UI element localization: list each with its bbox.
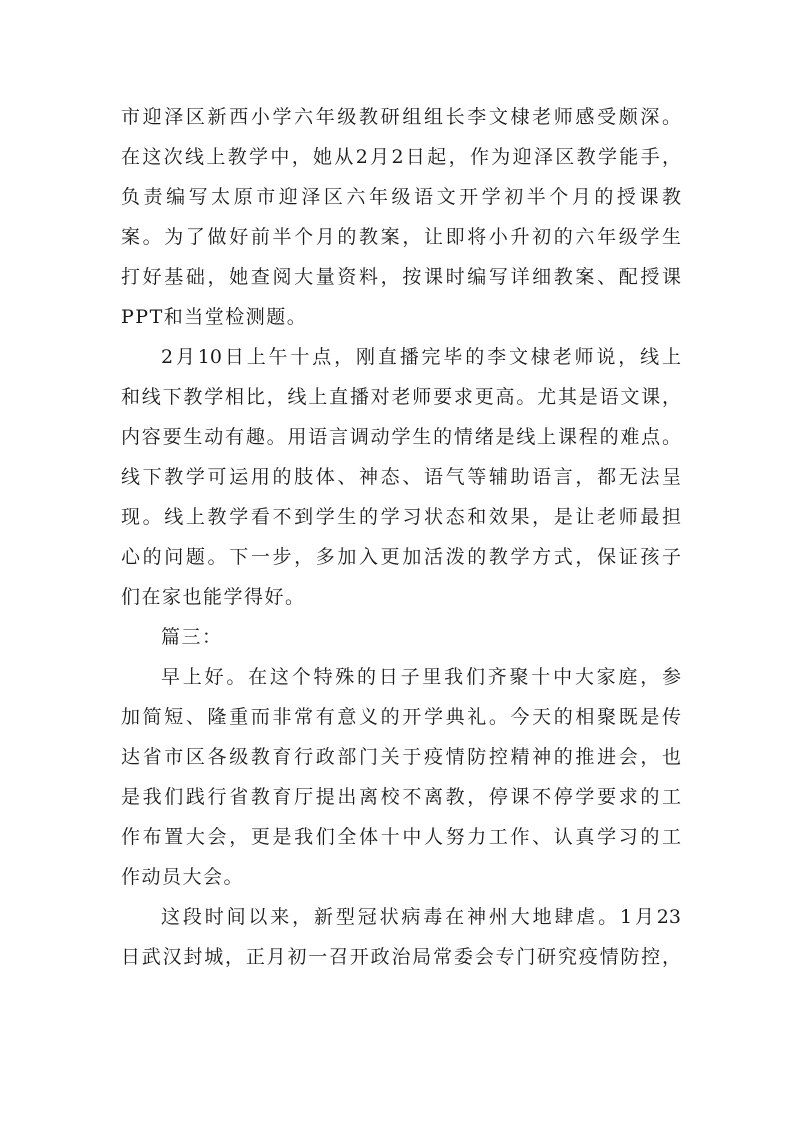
text-line: 现。线上教学看不到学生的学习状态和效果，是让老师最担 (121, 506, 681, 528)
text-line: 内容要生动有趣。用语言调动学生的情绪是线上课程的难点。 (121, 426, 681, 448)
text-line: 案。为了做好前半个月的教案，让即将小升初的六年级学生 (121, 226, 681, 248)
text-line: 日武汉封城，正月初一召开政治局常委会专门研究疫情防控， (121, 946, 681, 968)
text-line: 篇三： (161, 626, 223, 648)
text-line: 加简短、隆重而非常有意义的开学典礼。今天的相聚既是传 (121, 706, 681, 728)
text-line: 早上好。在这个特殊的日子里我们齐聚十中大家庭，参 (161, 666, 681, 688)
text-line: 市迎泽区新西小学六年级教研组组长李文棣老师感受颇深。 (121, 106, 681, 128)
document-body (121, 97, 681, 977)
text-line: 线下教学可运用的肢体、神态、语气等辅助语言，都无法呈 (121, 466, 681, 488)
text-line: 这段时间以来，新型冠状病毒在神州大地肆虐。1月23 (161, 906, 681, 928)
text-line: 达省市区各级教育行政部门关于疫情防控精神的推进会，也 (121, 746, 681, 768)
text-line: 2月10日上午十点，刚直播完毕的李文棣老师说，线上 (161, 346, 681, 368)
text-line: 作动员大会。 (121, 866, 245, 888)
text-line: 心的问题。下一步，多加入更加活泼的教学方式，保证孩子 (121, 546, 681, 568)
text-line: 在这次线上教学中，她从2月2日起，作为迎泽区教学能手， (121, 146, 681, 168)
text-line: 是我们践行省教育厅提出离校不离教，停课不停学要求的工 (121, 786, 681, 808)
text-line: 负责编写太原市迎泽区六年级语文开学初半个月的授课教 (121, 186, 681, 208)
text-line: 们在家也能学得好。 (121, 586, 306, 608)
text-line: 打好基础，她查阅大量资料，按课时编写详细教案、配授课 (121, 266, 681, 288)
text-line: 作布置大会，更是我们全体十中人努力工作、认真学习的工 (121, 826, 681, 848)
text-line: PPT和当堂检测题。 (121, 306, 308, 328)
text-line: 和线下教学相比，线上直播对老师要求更高。尤其是语文课， (121, 386, 681, 408)
